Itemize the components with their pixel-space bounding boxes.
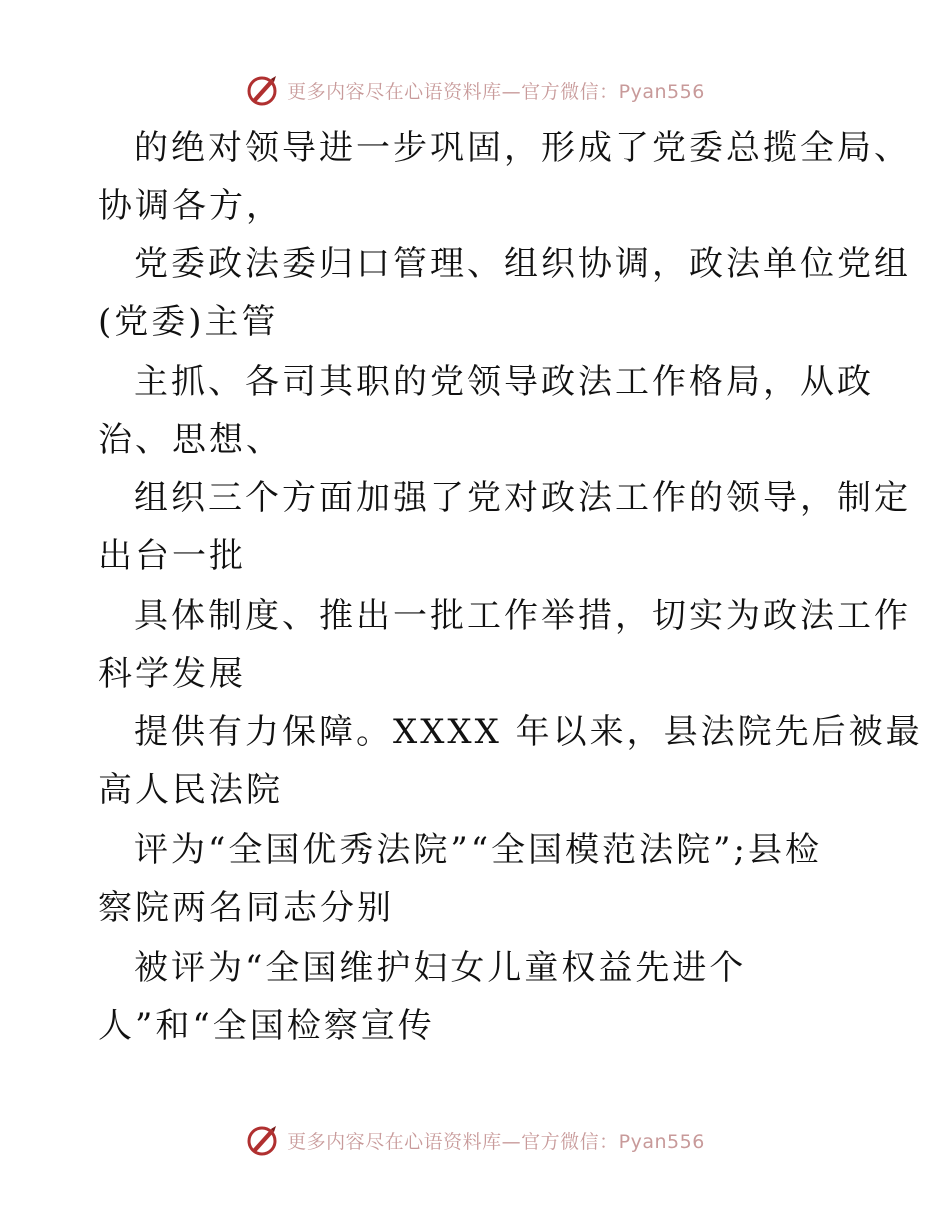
paragraph-line: 科学发展 <box>98 654 246 694</box>
watermark-text: 更多内容尽在心语资料库—官方微信：Pyan556 <box>287 1130 705 1153</box>
paragraph-line: 察院两名同志分别 <box>98 888 394 928</box>
paragraph-line: 治、思想、 <box>98 420 283 460</box>
paragraph-line: 协调各方， <box>98 186 283 226</box>
paragraph-line: 高人民法院 <box>98 770 283 810</box>
footer-watermark <box>0 1120 950 1160</box>
paragraph-line: 出台一批 <box>98 536 246 576</box>
header-watermark <box>0 70 950 110</box>
paragraph-line: 的绝对领导进一步巩固，形成了党委总揽全局、 <box>134 128 911 168</box>
paragraph-line: 提供有力保障。XXXX 年以来，县法院先后被最 <box>134 712 923 752</box>
quill-pen-logo-icon <box>245 73 279 107</box>
paragraph-line: 被评为“全国维护妇女儿童权益先进个 <box>134 948 747 988</box>
quill-pen-logo-icon <box>245 1123 279 1157</box>
paragraph-line: (党委)主管 <box>98 302 279 342</box>
paragraph-line: 具体制度、推出一批工作举措，切实为政法工作 <box>134 596 911 636</box>
watermark-text: 更多内容尽在心语资料库—官方微信：Pyan556 <box>287 80 705 103</box>
paragraph-line: 评为“全国优秀法院”“全国模范法院”;县检 <box>134 830 822 870</box>
paragraph-line: 主抓、各司其职的党领导政法工作格局，从政 <box>134 362 874 402</box>
paragraph-line: 人”和“全国检察宣传 <box>98 1006 435 1046</box>
paragraph-line: 组织三个方面加强了党对政法工作的领导，制定 <box>134 478 911 518</box>
paragraph-line: 党委政法委归口管理、组织协调，政法单位党组 <box>134 244 911 284</box>
